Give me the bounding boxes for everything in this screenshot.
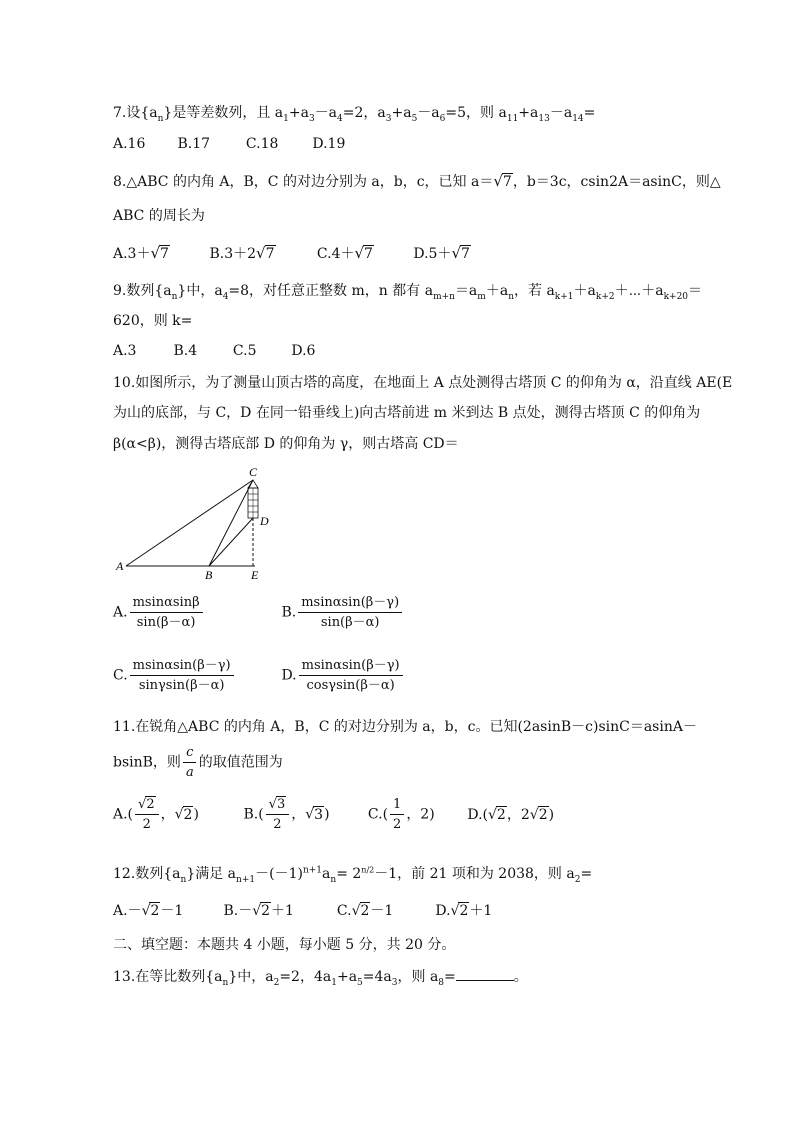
q10-option-d: D. $\frac{msin\alpha\sin(\beta-\gamma)}{\cos\gamma\sin(\beta-\alpha)}$ [281,657,404,694]
q11-stem-line1: 11.在锐角△ABC 的内角 A，B，C 的对边分别为 a，b，c。已知(2asinB－c)sinC＝asinA－ [113,719,697,735]
q10-option-a: A. $\frac{msin\alpha\sin\beta}{\sin(\beta-\alpha)}$ [113,594,277,631]
q7-options [113,134,345,154]
q11-options [113,796,554,833]
q10-stem-line3: β(α<β)，测得古塔底部 D 的仰角为 γ，则古塔高 CD＝ [113,436,459,452]
q11-option-c: C.( $\frac{1}{2}$ ，2) [367,797,435,832]
q8-option-c: C.4＋√7 [316,244,373,262]
q10-stem-line2: 为山的底部，与 C，D 在同一铅垂线上)向古塔前进 m 米到达 B 点处，测得古塔顶 C 的仰角为 [113,405,701,421]
q12-option-a: A.－√2－1 [113,903,184,919]
q11-option-d: D.(√2，2√2) [467,806,555,823]
q12-stem: 12.数列$\{a_n\}$满足 $a_{n+1}-(-1)^{n+1}a_n= 2^{n/2}-1$，前 21 项和为 2038，则 $a_2=$ [113,865,593,885]
q9-option-a: A.3 [113,343,137,359]
q7-option-b: B.17 [177,136,211,152]
q11-option-b: B.( $\frac{√3}{2}$ ，√3) [243,797,330,832]
line-AC [126,480,253,566]
q8-stem-line1: 8.△ABC 的内角 A，B，C 的对边分别为 a，b，c，已知 a＝√7，b＝3c，csin2A＝asinC，则△ [113,172,721,190]
label-B: B [205,568,213,582]
q10-option-b: B. $\frac{msin\alpha\sin(\beta-\gamma)}{\sin(\beta-\alpha)}$ [281,594,404,631]
q9-option-b: B.4 [173,343,198,359]
answer-blank[interactable] [456,966,514,981]
q10-stem-line1: 10.如图所示，为了测量山顶古塔的高度，在地面上 A 点处测得古塔顶 C 的仰角为 α，沿直线 AE(E [113,375,733,391]
q12-options [113,901,492,921]
q11-option-a: A.( $\frac{√2}{2}$ ，√2) [113,797,199,832]
q10-options-row1 [113,594,404,631]
q12-option-d: D.√2＋1 [435,903,493,919]
label-D: D [260,514,269,528]
q10-option-c: C. $\frac{msin\alpha\sin(\beta-\gamma)}{\sin\gamma\sin(\beta-\alpha)}$ [113,657,277,694]
q7-option-a: A.16 [113,136,146,152]
q8-option-d: D.5＋√7 [413,244,470,262]
q9-option-d: D.6 [291,343,316,359]
q8-option-b: B.3＋2√7 [209,244,275,262]
q12-option-b: B.－√2＋1 [223,903,294,919]
q7-stem: 7.设$\{a_n\}$是等差数列，且 $a_1+a_3-a_4=2$，$a_3+a_5-a_6=5$，则 $a_{11}+a_{13}-a_{14}=$ [113,105,596,124]
q11-stem-line2: bsinB，则 $\frac{c}{a}$ 的取值范围为 [113,745,283,780]
q8-options [113,243,471,264]
q13-stem: 13.在等比数列$\{a_n\}$中，$a_2=2$，$4a_1+a_5=4a_3$，则 $a_8=$ 。 [113,966,528,987]
section-heading: 二、填空题：本题共 4 小题，每小题 5 分，共 20 分。 [113,937,456,953]
q9-stem-line2: 620，则 k= [113,313,193,329]
q7-option-c: C.18 [245,136,279,152]
line-BD [209,518,253,566]
q8-option-a: A.3＋√7 [113,244,169,262]
q8-stem-line2: ABC 的周长为 [113,208,205,224]
q9-option-c: C.5 [232,343,257,359]
q9-stem-line1: 9.数列$\{a_n\}$中，$a_4=8$，对任意正整数 m，n 都有 $a_{m+n}=a_m+a_n$，若 $a_{k+1}+a_{k+2}+\cdots+a_{k+20}=$ [113,283,703,302]
label-E: E [251,568,259,582]
q9-options [113,341,315,361]
q7-option-d: D.19 [312,136,346,152]
label-A: A [116,559,124,573]
tower-elevation-figure [113,463,283,585]
tower-icon [248,480,258,518]
label-C: C [249,465,258,479]
q12-option-c: C.√2－1 [336,903,394,919]
line-BC [209,480,253,566]
q10-options-row2 [113,657,405,694]
